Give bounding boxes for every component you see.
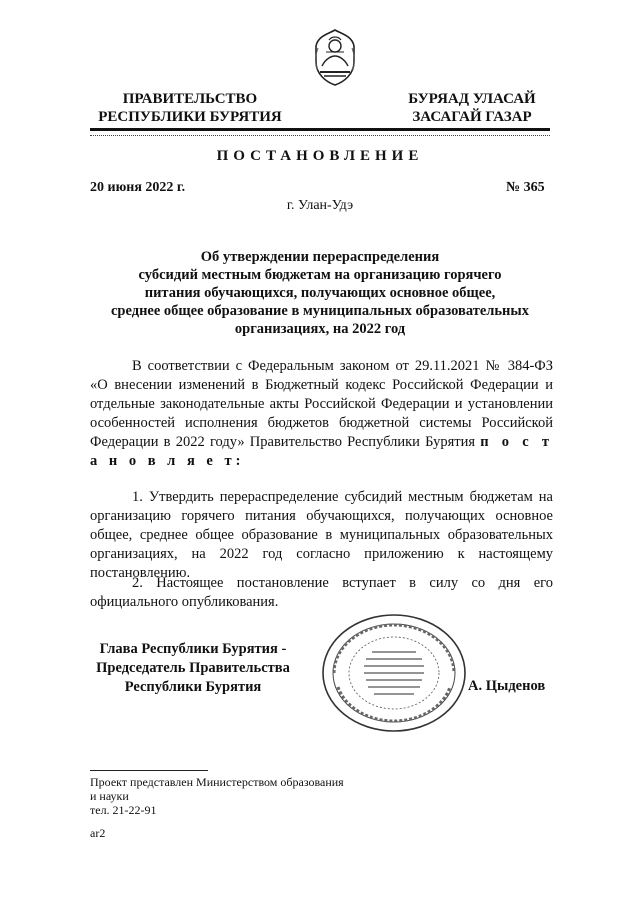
document-city: г. Улан-Удэ xyxy=(286,198,354,213)
signatory-title-line3: Республики Бурятия xyxy=(124,679,262,695)
issuer-left-line1: ПРАВИТЕЛЬСТВО xyxy=(122,91,258,107)
subject-line: субсидий местным бюджетам на организацию горячего xyxy=(138,267,502,283)
issuer-left xyxy=(85,90,295,126)
footer-line3: тел. 21-22-91 xyxy=(90,803,157,817)
footer-line2: и науки xyxy=(90,789,129,803)
footer-line1: Проект представлен Министерством образования xyxy=(90,775,344,789)
issuer-right-line2: ЗАСАГАЙ ГАЗАР xyxy=(412,109,532,125)
subject-line: питания обучающихся, получающих основное общее, xyxy=(144,285,496,301)
document-type: ПОСТАНОВЛЕНИЕ xyxy=(216,148,424,164)
issuer-right xyxy=(372,90,572,126)
document-subject xyxy=(100,248,540,338)
item-1-text: 1. Утвердить перераспределение субсидий местным бюджетам на организацию горячего питания обучающихся, получающих основное общее, среднее общее образование в муниципальных образовательных организациях, на 2022 год согласно приложению к настоящему постановлению. xyxy=(90,489,553,581)
item-2-paragraph xyxy=(90,574,553,612)
official-seal-icon xyxy=(320,612,468,734)
document-code: ar2 xyxy=(90,826,106,840)
subject-line: среднее общее образование в муниципальных образовательных xyxy=(111,303,529,319)
issuer-right-line1: БУРЯАД УЛАСАЙ xyxy=(408,91,536,107)
preamble-paragraph xyxy=(90,357,553,471)
item-1-paragraph xyxy=(90,488,553,583)
signatory-title xyxy=(88,640,298,697)
footer-divider xyxy=(90,770,208,771)
preamble-text: В соответствии с Федеральным законом от 29.11.2021 № 384-ФЗ «О внесении изменений в Бюджетный кодекс Российской Федерации и отдельные законодательные акты Российской Федерации и установлении особенностей исполнения бюджетов бюджетной системы Российской Федерации в 2022 году» Правительство Республики Бурятия xyxy=(90,358,553,450)
document-date: 20 июня 2022 г. xyxy=(90,180,186,195)
subject-line: Об утверждении перераспределения xyxy=(200,249,440,265)
issuer-left-line2: РЕСПУБЛИКИ БУРЯТИЯ xyxy=(98,109,282,125)
subject-line: организациях, на 2022 год xyxy=(234,321,406,337)
buryatia-coat-of-arms-icon xyxy=(312,28,358,86)
signatory-title-line2: Председатель Правительства xyxy=(96,660,290,676)
decree-word: п о с т а н о в л я е т: xyxy=(90,434,554,469)
footer-note xyxy=(90,775,344,817)
signatory-title-line1: Глава Республики Бурятия - xyxy=(99,641,287,657)
header-dotted-divider xyxy=(90,135,550,136)
item-2-text: 2. Настоящее постановление вступает в силу со дня его официального опубликования. xyxy=(90,575,553,610)
document-number: № 365 xyxy=(506,180,545,195)
header-divider xyxy=(90,128,550,131)
signatory-name: А. Цыденов xyxy=(468,678,546,694)
coat-of-arms-emblem xyxy=(312,28,358,86)
official-seal xyxy=(320,612,468,734)
